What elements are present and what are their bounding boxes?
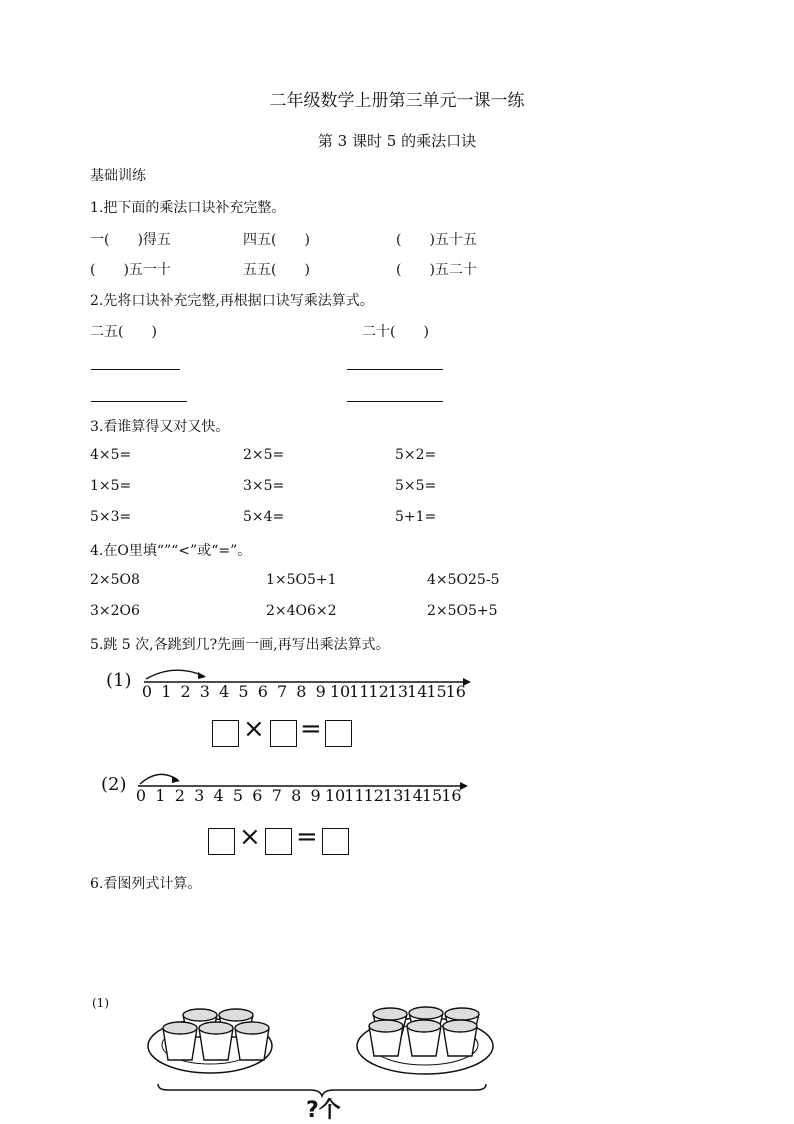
tick-label: 11 xyxy=(344,786,365,805)
tick-label: 15 xyxy=(421,786,443,805)
tick-label: 2 xyxy=(174,786,185,805)
answer-line[interactable] xyxy=(347,369,443,370)
cup xyxy=(443,1020,477,1056)
tick-label: 16 xyxy=(441,786,462,805)
q1-item: ( )五二十 xyxy=(396,262,477,278)
equals-sign: = xyxy=(296,822,318,852)
tick-label: 0 xyxy=(141,682,153,701)
section-heading: 基础训练 xyxy=(90,168,146,184)
q4-item: 1×5O5+1 xyxy=(266,572,337,588)
question-2-prompt: 2.先将口诀补充完整,再根据口诀写乘法算式。 xyxy=(90,293,374,309)
cup xyxy=(199,1022,233,1060)
cups-illustration xyxy=(140,998,505,1098)
tick-label: 3 xyxy=(199,682,210,701)
cups xyxy=(163,1007,479,1060)
tick-label: 6 xyxy=(257,682,268,701)
tick-label: 10 xyxy=(324,786,346,805)
number-line-1 xyxy=(138,660,478,702)
jump-arc xyxy=(146,670,204,679)
tick-label: 2 xyxy=(180,682,191,701)
q3-item: 2×5= xyxy=(243,447,285,463)
tick-label: 7 xyxy=(271,786,282,805)
equals-sign: = xyxy=(300,714,322,744)
tick-label: 11 xyxy=(349,682,370,701)
times-sign: × xyxy=(239,822,261,852)
q4-item: 2×4O6×2 xyxy=(266,603,337,619)
tick-label: 1 xyxy=(161,682,172,701)
tick-label: 8 xyxy=(291,786,302,805)
q2-item: 二五( ) xyxy=(90,324,157,340)
tick-label: 9 xyxy=(315,682,326,701)
question-total-label: ?个 xyxy=(306,1098,341,1123)
q3-item: 3×5= xyxy=(243,478,285,494)
tick-label: 15 xyxy=(426,682,447,701)
tick-label: 4 xyxy=(213,786,224,805)
tick-label: 13 xyxy=(383,786,404,805)
q1-item: ( )五一十 xyxy=(90,262,171,278)
tick-label: 12 xyxy=(368,682,389,701)
tick-labels xyxy=(136,786,462,805)
number-line-2 xyxy=(133,764,478,806)
answer-box[interactable] xyxy=(212,720,239,747)
q3-item: 1×5= xyxy=(90,478,132,494)
tick-label: 4 xyxy=(219,682,230,701)
q3-item: 5×2= xyxy=(395,447,437,463)
cup xyxy=(235,1022,269,1060)
tick-label: 14 xyxy=(402,786,423,805)
tick-label: 9 xyxy=(310,786,321,805)
question-5-prompt: 5.跳 5 次,各跳到几?先画一画,再写出乘法算式。 xyxy=(90,637,390,653)
question-3-prompt: 3.看谁算得又对又快。 xyxy=(90,419,230,435)
q1-item: 四五( ) xyxy=(243,232,310,248)
question-4-prompt: 4.在O里填“”“<”或“=”。 xyxy=(90,543,252,559)
q4-item: 2×5O5+5 xyxy=(427,603,498,619)
tick-label: 14 xyxy=(407,682,428,701)
tick-label: 16 xyxy=(445,682,466,701)
q2-item: 二十( ) xyxy=(362,324,429,340)
tick-label: 0 xyxy=(135,786,147,805)
tick-label: 10 xyxy=(329,682,351,701)
answer-box[interactable] xyxy=(270,720,297,747)
q1-item: 五五( ) xyxy=(243,262,310,278)
part-1-label: (1) xyxy=(106,670,132,691)
answer-line[interactable] xyxy=(91,401,187,402)
q4-item: 3×2O6 xyxy=(90,603,140,619)
cup xyxy=(163,1022,197,1060)
question-6-prompt: 6.看图列式计算。 xyxy=(90,876,202,892)
tick-label: 5 xyxy=(232,786,244,805)
arc-arrowhead xyxy=(198,672,206,679)
answer-box[interactable] xyxy=(325,720,352,747)
tick-label: 8 xyxy=(296,682,307,701)
tick-label: 5 xyxy=(238,682,249,701)
q3-item: 4×5= xyxy=(90,447,132,463)
q1-item: ( )五十五 xyxy=(396,232,477,248)
answer-box[interactable] xyxy=(208,828,235,855)
q1-item: 一( )得五 xyxy=(90,232,171,248)
answer-box[interactable] xyxy=(265,828,292,855)
tick-label: 3 xyxy=(194,786,205,805)
times-sign: × xyxy=(243,714,265,744)
tick-label: 6 xyxy=(252,786,263,805)
cup xyxy=(407,1020,441,1056)
cup xyxy=(369,1020,403,1056)
q3-item: 5×5= xyxy=(395,478,437,494)
part-1-label: (1) xyxy=(92,996,109,1010)
arc-arrowhead xyxy=(172,776,180,783)
q4-item: 4×5O25-5 xyxy=(427,572,500,588)
tick-labels xyxy=(142,682,466,701)
q3-item: 5+1= xyxy=(395,509,437,525)
worksheet-title: 二年级数学上册第三单元一课一练 xyxy=(269,91,525,111)
part-2-label: (2) xyxy=(101,774,127,795)
q3-item: 5×4= xyxy=(243,509,285,525)
tick-label: 7 xyxy=(277,682,288,701)
q3-item: 5×3= xyxy=(90,509,132,525)
answer-line[interactable] xyxy=(91,369,180,370)
tick-label: 13 xyxy=(387,682,409,701)
lesson-subtitle: 第 3 课时 5 的乘法口诀 xyxy=(317,132,477,150)
tick-label: 1 xyxy=(155,786,166,805)
question-1-prompt: 1.把下面的乘法口诀补充完整。 xyxy=(90,200,286,216)
answer-line[interactable] xyxy=(347,401,443,402)
q4-item: 2×5O8 xyxy=(90,572,140,588)
answer-box[interactable] xyxy=(322,828,349,855)
tick-label: 12 xyxy=(363,786,384,805)
